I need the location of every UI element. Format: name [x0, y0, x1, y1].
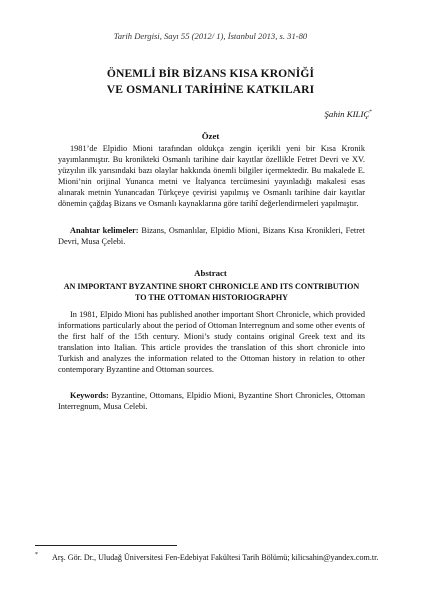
- summary-keywords-text: Bizans, Osmanlılar, Elpidio Mioni, Bizans Kısa Kronikleri, Fetret Devri, Musa Çelebi.: [58, 226, 365, 246]
- summary-body-text: 1981’de Elpidio Mioni tarafından oldukça zengin içerikli yeni bir Kısa Kronik yayımlanmıştır. Bu kronikteki Osmanlı tarihine dair kayıtlar özellikle Fetret Devri ve XV. yüzyılın ilk yarısındaki bazı olaylar hakkında önemli bilgiler içermektedir. Bu makalede E. Mioni’nin orijinal Yunanca metni ve İtalyanca tercümesini yayınladığı makalesi esas alınarak metnin Yunancadan Türkçeye çevirisi yapılmış ve Osmanlı tarihine dair kayıtlar dönemin çağdaş Bizans ve Osmanlı kaynaklarına göre tarihî değerlendirmeleri yapılmıştır.: [58, 144, 365, 208]
- abstract-body: [58, 310, 365, 375]
- title-line-2: VE OSMANLI TARİHİNE KATKILARI: [106, 82, 315, 96]
- summary-heading: Özet: [201, 131, 220, 141]
- abstract-keywords-label: Keywords:: [70, 391, 109, 400]
- abstract-body-text: In 1981, Elpido Mioni has published another important Short Chronicle, which provided informations particularly about the period of Ottoman Interregnum and some other events of the first half of the 15th century. Mioni’s study contains original Greek text and its translation into Italian. This article provides the translation of this short chronicle into Turkish and analyzes the information related to the Ottoman history in relation to other contemporary Byzantine and Ottoman sources.: [58, 310, 365, 374]
- journal-header: Tarih Dergisi, Sayı 55 (2012/ 1), İstanbul 2013, s. 31-80: [113, 31, 308, 41]
- footnote-divider: [35, 545, 177, 546]
- author-name-text: Şahin KILIÇ: [324, 109, 370, 119]
- article-title: [40, 66, 381, 97]
- summary-body: [58, 144, 365, 209]
- title-line-1: ÖNEMLİ BİR BİZANS KISA KRONİĞİ: [106, 67, 315, 80]
- author-name: [325, 109, 372, 119]
- footnote: [35, 552, 387, 563]
- author-footnote-mark: *: [369, 109, 372, 116]
- summary-keywords-label: Anahtar kelimeler:: [70, 226, 139, 235]
- footnote-mark: *: [35, 552, 38, 558]
- footnote-text: Arş. Gör. Dr., Uludağ Üniversitesi Fen-Edebiyat Fakültesi Tarih Bölümü; kilicsahin@yandex.com.tr.: [52, 553, 379, 562]
- abstract-heading: Abstract: [194, 268, 227, 278]
- summary-keywords: [58, 226, 365, 248]
- abstract-title: AN IMPORTANT BYZANTINE SHORT CHRONICLE AND ITS CONTRIBUTION TO THE OTTOMAN HISTORIOGRAPHY: [63, 282, 360, 302]
- abstract-keywords-text: Byzantine, Ottomans, Elpidio Mioni, Byzantine Short Chronicles, Ottoman Interregnum, Musa Celebi.: [58, 391, 366, 411]
- abstract-keywords: [58, 391, 365, 413]
